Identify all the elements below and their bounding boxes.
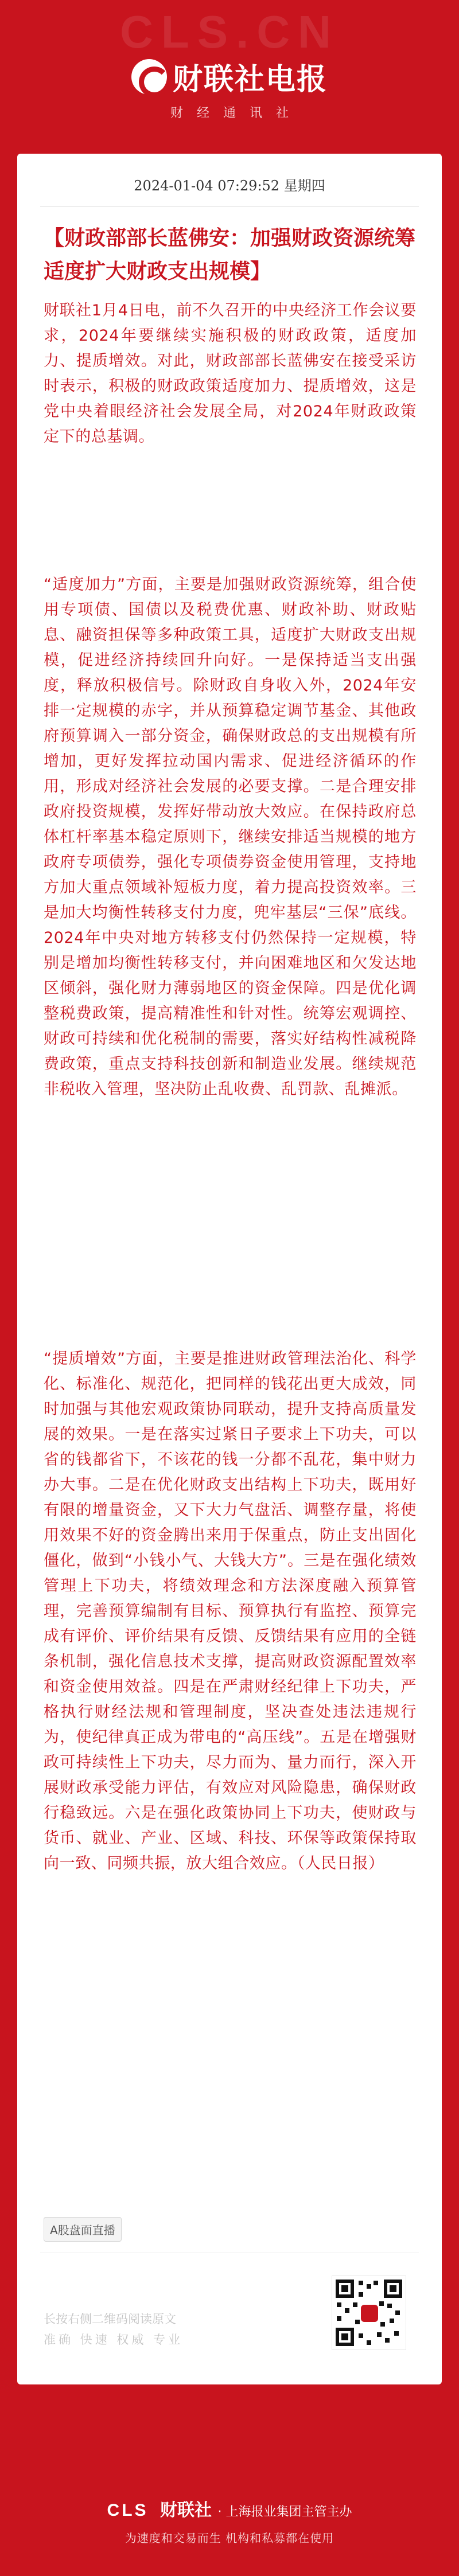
logo-c-icon — [131, 59, 167, 95]
logo-text: 财联社电报 — [172, 63, 328, 97]
article-paragraph-2: “适度加力”方面，主要是加强财政资源统筹，组合使用专项债、国债以及税费优惠、财政补助、财政贴息、融资担保等多种政策工具，适度扩大财政支出规模，促进经济持续回升向好。一是保持适当支出强度，释放积极信号。除财政自身收入外，2024年安排一定规模的赤字，并从预算稳定调节基金、其他政府预算调入一部分资金，确保财政总的支出规模有所增加，更好发挥拉动国内需求、促进经济循环的作用，形成对经济社会发展的必要支撑。二是合理安排政府投资规模，发挥好带动放大效应。在保持政府总体杠杆率基本稳定原则下，继续安排适当规模的地方政府专项债券，强化专项债券资金使用管理，支持地方加大重点领域补短板力度，着力提高投资效率。三是加大均衡性转移支付力度，兜牢基层“三保”底线。2024年中央对地方转移支付仍然保持一定规模，特别是增加均衡性转移支付，并向困难地区和欠发达地区倾斜，强化财力薄弱地区的资金保障。四是优化调整税费政策，提高精准性和针对性。统筹宏观调控、财政可持续和优化税制的需要，落实好结构性减税降费政策，重点支持科技创新和制造业发展。继续规范非税收入管理，坚决防止乱收费、乱罚款、乱摊派。 — [44, 576, 417, 1098]
watermark: CLS.CN — [120, 6, 339, 57]
tagline: 财经通讯社 — [170, 106, 302, 120]
article-headline: 【财政部部长蓝佛安：加强财政资源统筹 适度扩大财政支出规模】 — [44, 226, 416, 283]
footer-slogan: 为速度和交易而生 机构和私募都在使用 — [125, 2531, 334, 2545]
qr-hint: 长按右侧二维码阅读原文 — [44, 2312, 176, 2326]
footer-subtitle: · 上海报业集团主管主办 — [217, 2505, 352, 2519]
footer-brand-line — [0, 2496, 459, 2521]
article-paragraph-3: “提质增效”方面，主要是推进财政管理法治化、科学化、标准化、规范化，把同样的钱花出更大成效，同时加强与其他宏观政策协同联动，提升支持高质量发展的效果。一是在落实过紧日子要求上下功夫，可以省的钱都省下，不该花的钱一分都不乱花，集中财力办大事。二是在优化财政支出结构上下功夫，既用好有限的增量资金，又下大力气盘活、调整存量，将使用效果不好的资金腾出来用于保重点，防止支出固化僵化，做到“小钱小气、大钱大方”。三是在强化绩效管理上下功夫，将绩效理念和方法深度融入预算管理，完善预算编制有目标、预算执行有监控、预算完成有评价、评价结果有反馈、反馈结果有应用的全链条机制，强化信息技术支撑，提高财政资源配置效率和资金使用效益。四是在严肃财经纪律上下功夫，严格执行财经法规和管理制度，坚决查处违法违规行为，使纪律真正成为带电的“高压线”。五是在增强财政可持续性上下功夫，尽力而为、量力而行，深入开展财政承受能力评估，有效应对风险隐患，确保财政行稳致远。六是在强化政策协同上下功夫，使财政与货币、就业、产业、区域、科技、环保等政策保持取向一致、同频共振，放大组合效应。（人民日报） — [44, 1350, 417, 1872]
divider — [40, 206, 419, 207]
footer-brand-cn: 财联社 — [160, 2500, 212, 2520]
article-paragraph-1: 财联社1月4日电，前不久召开的中央经济工作会议要求，2024年要继续实施积极的财政政策，适度加力、提质增效。对此，财政部部长蓝佛安在接受采访时表示，积极的财政政策适度加力、提质增效，这是党中央着眼经济社会发展全局，对2024年财政政策定下的总基调。 — [44, 302, 417, 446]
footer-brand: CLS — [107, 2501, 149, 2520]
article-card — [17, 154, 442, 2384]
header — [0, 0, 459, 172]
topic-tag[interactable]: A股盘面直播 — [44, 2217, 122, 2242]
logo — [0, 55, 459, 98]
footer — [0, 2466, 459, 2576]
qr-code[interactable] — [332, 2276, 406, 2350]
qr-logo-icon — [361, 2305, 378, 2322]
article-datetime: 2024-01-04 07:29:52 星期四 — [134, 178, 325, 194]
qr-slogan: 准确 快速 权威 专业 — [44, 2333, 184, 2347]
